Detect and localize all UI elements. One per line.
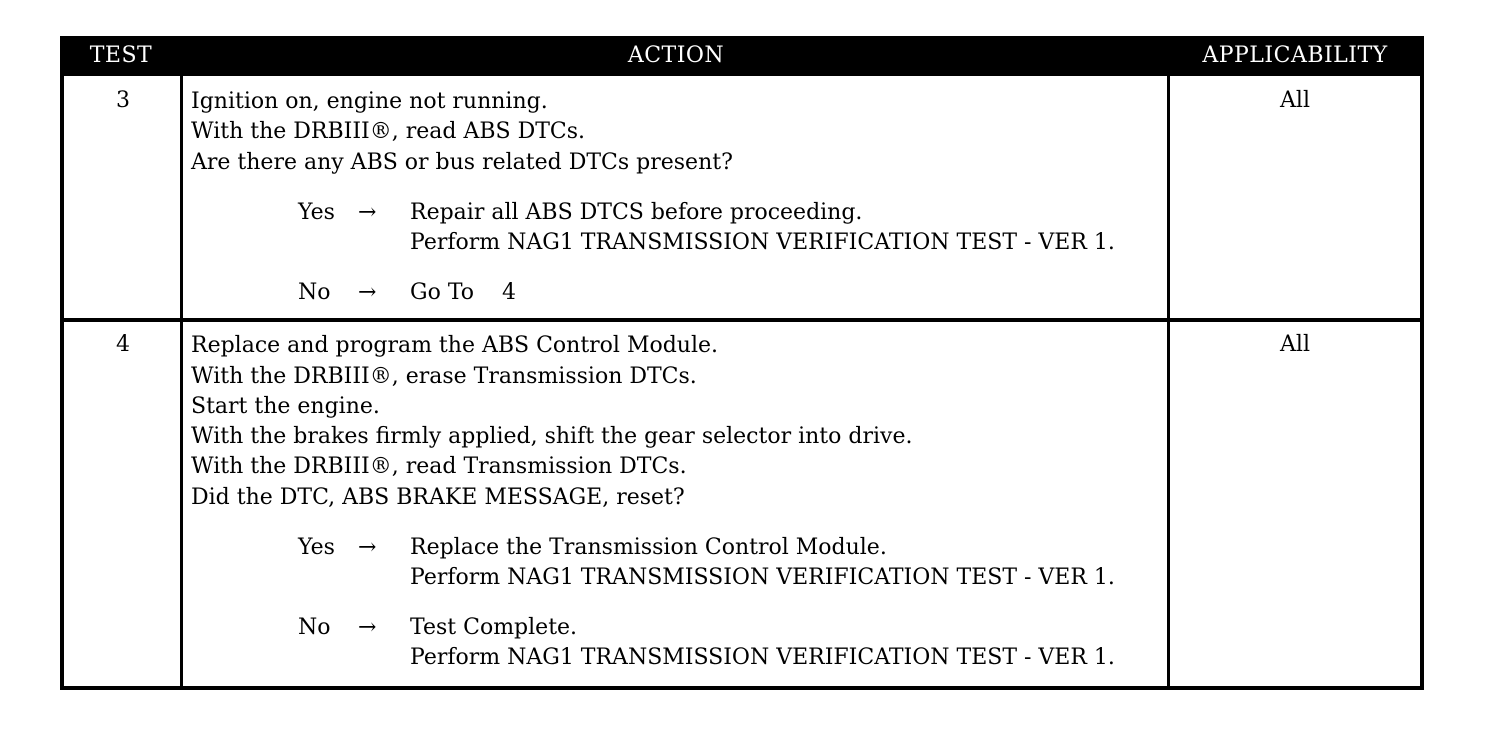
outcome-label: Yes (298, 200, 335, 225)
outcome-text: Perform NAG1 TRANSMISSION VERIFICATION TEST - VER 1. (410, 230, 1115, 255)
outcome-text: Perform NAG1 TRANSMISSION VERIFICATION TEST - VER 1. (410, 565, 1115, 590)
action-line: With the DRBIII®, read Transmission DTCs. (191, 454, 687, 479)
header-test: TEST (89, 43, 153, 68)
outcome-text: Go To 4 (410, 280, 516, 305)
outcome-label: No (298, 280, 331, 305)
row-divider (60, 318, 1424, 322)
arrow-icon: → (358, 535, 377, 560)
action-line: With the DRBIII®, erase Transmission DTCs. (191, 364, 697, 389)
outcome-text: Test Complete. (410, 615, 578, 640)
column-divider (1167, 36, 1170, 690)
outcome-label: No (298, 615, 331, 640)
arrow-icon: → (358, 615, 377, 640)
applicability-value: All (1280, 88, 1310, 113)
action-line: Ignition on, engine not running. (191, 89, 548, 114)
outcome-text: Replace the Transmission Control Module. (410, 535, 887, 560)
action-line: With the DRBIII®, read ABS DTCs. (191, 119, 585, 144)
test-number: 4 (116, 332, 130, 357)
test-number: 3 (116, 88, 130, 113)
column-divider (180, 36, 183, 690)
outcome-text: Repair all ABS DTCS before proceeding. (410, 200, 863, 225)
arrow-icon: → (358, 200, 377, 225)
outcome-label: Yes (298, 535, 335, 560)
action-line: Did the DTC, ABS BRAKE MESSAGE, reset? (191, 485, 685, 510)
header-action: ACTION (627, 43, 725, 68)
action-line: Are there any ABS or bus related DTCs present? (191, 150, 733, 175)
action-line: With the brakes firmly applied, shift the gear selector into drive. (191, 424, 913, 449)
applicability-value: All (1280, 332, 1310, 357)
action-line: Replace and program the ABS Control Module. (191, 333, 719, 358)
header-applicability: APPLICABILITY (1202, 43, 1388, 68)
action-line: Start the engine. (191, 394, 380, 419)
arrow-icon: → (358, 280, 377, 305)
outcome-text: Perform NAG1 TRANSMISSION VERIFICATION TEST - VER 1. (410, 645, 1115, 670)
